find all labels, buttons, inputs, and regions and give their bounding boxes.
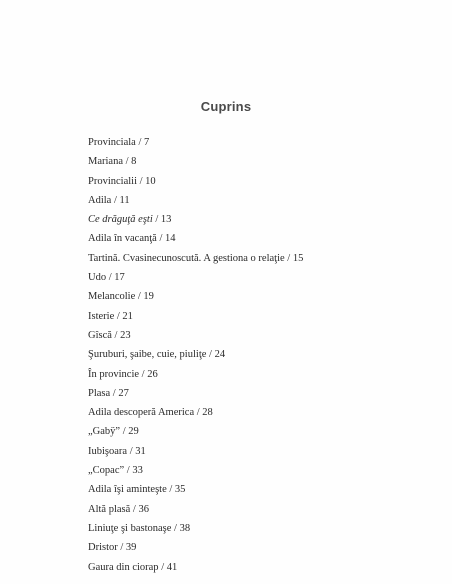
toc-entry-title: Liniuţe şi bastonaşe: [88, 522, 172, 534]
toc-entry: Altă plasă / 36: [88, 503, 149, 515]
toc-entry-page: 38: [179, 522, 191, 534]
toc-entry-title: Adila îşi aminteşte: [88, 484, 167, 496]
toc-entry: Provincialii / 10: [88, 175, 156, 187]
toc-entry-page: 26: [147, 368, 158, 380]
toc-entry: Adila descoperă America / 28: [88, 407, 213, 419]
toc-entry-page: 36: [138, 503, 149, 515]
toc-entry-page: 39: [125, 542, 137, 554]
toc-entry: Şuruburi, şaibe, cuie, piuliţe / 24: [88, 349, 226, 361]
toc-entry-title: Gîscă: [88, 329, 112, 341]
toc-entry-page: 29: [128, 426, 139, 438]
toc-entry: În provincie / 26: [88, 368, 158, 380]
toc-entry-title: Gaura din ciorap: [88, 561, 159, 573]
toc-entry-page: 15: [292, 252, 304, 264]
toc-entry-page: 31: [135, 445, 146, 457]
toc-entry-title: Provincialii: [88, 175, 137, 187]
toc-entry-page: 28: [202, 407, 213, 419]
toc-entry-title: Provinciala: [88, 137, 136, 148]
toc-entry-page: 21: [122, 310, 133, 322]
toc-entry-title: Dristor: [88, 542, 118, 554]
toc-entry-page: 11: [119, 194, 130, 206]
toc-entry-page: 33: [132, 465, 143, 477]
toc-entry-page: 41: [166, 561, 178, 573]
toc-entry-page: 35: [174, 484, 186, 496]
toc-entry-page: 7: [144, 137, 150, 148]
toc-entry: Tartină. Cvasinecunoscută. A gestiona o relaţie / 15: [88, 252, 304, 264]
toc-entry-title: Isterie: [88, 310, 115, 322]
toc-entry: Adila / 11: [88, 194, 130, 206]
toc-entry-title: Altă plasă: [88, 503, 131, 515]
table-of-contents: [88, 133, 388, 577]
toc-entry: Dristor / 39: [88, 542, 137, 554]
toc-entry: Gaura din ciorap / 41: [88, 561, 178, 573]
toc-entry-page: 8: [131, 156, 137, 168]
toc-entry: Adila în vacanţă / 14: [88, 233, 176, 245]
toc-entry-page: 10: [145, 175, 156, 187]
toc-entry-title: Tartină. Cvasinecunoscută. A gestiona o relaţie: [88, 252, 285, 264]
toc-entry-title: În provincie: [88, 368, 140, 380]
toc-entry: Liniuţe şi bastonaşe / 38: [88, 522, 191, 534]
toc-entry-title: Udo: [88, 272, 107, 284]
page-title: Cuprins: [200, 99, 252, 114]
toc-entry: Udo / 17: [88, 272, 125, 284]
toc-entry-title: Plasa: [88, 387, 111, 399]
toc-entry: Provinciala / 7: [88, 137, 150, 148]
toc-entry: Ce drăguţă eşti / 13: [88, 214, 172, 226]
toc-entry: Adila îşi aminteşte / 35: [88, 484, 186, 496]
toc-entry-title: Melancolie: [88, 291, 136, 303]
toc-entry-page: 19: [143, 291, 154, 303]
toc-entry-page: 23: [120, 329, 131, 341]
toc-entry-title: „Copac”: [88, 465, 125, 477]
toc-entry-page: 24: [214, 349, 226, 361]
toc-entry-title: Adila descoperă America: [88, 407, 195, 419]
toc-entry: „Gabÿ” / 29: [88, 426, 139, 438]
toc-entry-title: Mariana: [88, 156, 123, 168]
toc-entry: Gîscă / 23: [88, 329, 131, 341]
toc-entry-title: „Gabÿ”: [88, 426, 121, 438]
toc-entry: Isterie / 21: [88, 310, 133, 322]
toc-entry: Mariana / 8: [88, 156, 137, 168]
toc-entry-page: 17: [114, 272, 125, 284]
toc-entry-page: 13: [160, 214, 172, 226]
toc-entry-page: 27: [118, 387, 129, 399]
toc-entry: Melancolie / 19: [88, 291, 154, 303]
toc-entry-title: Iubişoara: [88, 445, 128, 457]
toc-entry-title: Adila în vacanţă: [88, 233, 157, 245]
toc-entry-page: 14: [164, 233, 176, 245]
toc-entry: „Copac” / 33: [88, 465, 143, 477]
toc-entry: Plasa / 27: [88, 387, 129, 399]
toc-entry: Iubişoara / 31: [88, 445, 146, 457]
toc-entry-title: Ce drăguţă eşti: [88, 214, 153, 226]
toc-entry-title: Adila: [88, 194, 112, 206]
toc-entry-title: Şuruburi, şaibe, cuie, piuliţe: [88, 349, 207, 361]
